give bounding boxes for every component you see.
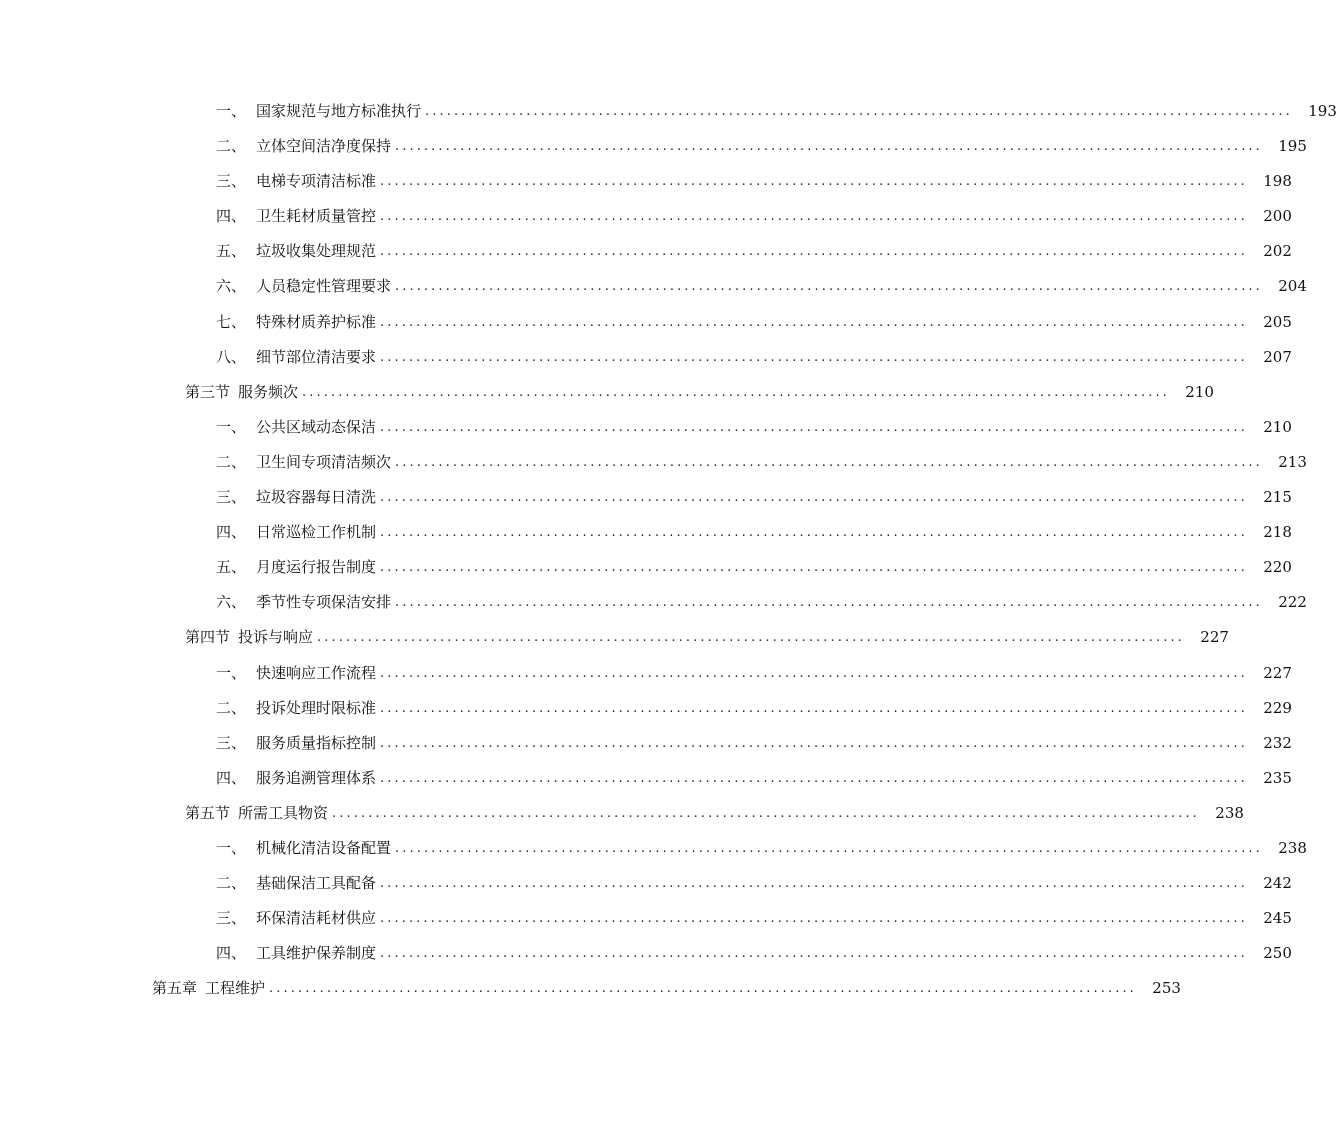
toc-dot-leader: ........................................................................................................................ — [380, 174, 1248, 190]
toc-entry-number: 三、 — [216, 909, 247, 928]
toc-entry-title: 立体空间洁净度保持 — [256, 137, 392, 156]
toc-entry-page: 213 — [1278, 452, 1307, 471]
toc-entry-page: 207 — [1263, 347, 1292, 366]
toc-entry[interactable] — [0, 585, 1307, 620]
toc-entry-page: 210 — [1185, 382, 1214, 401]
toc-dot-leader: ........................................................................................................................ — [395, 595, 1263, 611]
toc-entry-page: 238 — [1215, 803, 1244, 822]
toc-entry-page: 202 — [1263, 242, 1292, 261]
toc-section-title: 服务频次 — [238, 382, 299, 401]
toc-entry-title: 季节性专项保洁安排 — [256, 593, 392, 612]
toc-entry-page: 205 — [1263, 312, 1292, 331]
toc-entry[interactable] — [0, 550, 1292, 585]
toc-entry-title: 投诉处理时限标准 — [256, 698, 377, 717]
toc-entry-number: 三、 — [216, 172, 247, 191]
toc-entry-page: 200 — [1263, 207, 1292, 226]
toc-entry-page: 250 — [1263, 944, 1292, 963]
toc-entry-page: 215 — [1263, 488, 1292, 507]
toc-entry-title: 细节部位清洁要求 — [256, 347, 377, 366]
toc-entry[interactable] — [0, 656, 1292, 691]
toc-entry-number: 二、 — [216, 137, 247, 156]
toc-dot-leader: ........................................................................................................................ — [380, 244, 1248, 260]
toc-entry[interactable] — [0, 164, 1292, 199]
toc-entry-number: 五、 — [216, 558, 247, 577]
toc-entry-number: 五、 — [216, 242, 247, 261]
toc-chapter-entry[interactable] — [0, 971, 1181, 1006]
toc-entry-title: 机械化清洁设备配置 — [256, 838, 392, 857]
toc-dot-leader: ........................................................................................................................ — [380, 209, 1248, 225]
toc-entry[interactable] — [0, 515, 1292, 550]
toc-dot-leader: ........................................................................................................................ — [302, 384, 1170, 400]
toc-entry-title: 服务追溯管理体系 — [256, 768, 377, 787]
toc-dot-leader: ........................................................................................................................ — [380, 349, 1248, 365]
toc-entry-number: 四、 — [216, 207, 247, 226]
toc-entry-title: 服务质量指标控制 — [256, 733, 377, 752]
toc-entry-title: 公共区域动态保洁 — [256, 417, 377, 436]
toc-entry-title: 卫生间专项清洁频次 — [256, 452, 392, 471]
toc-entry-page: 253 — [1152, 979, 1181, 998]
toc-dot-leader: ........................................................................................................................ — [380, 525, 1248, 541]
toc-dot-leader: ........................................................................................................................ — [395, 454, 1263, 470]
toc-section-entry[interactable] — [0, 375, 1214, 410]
toc-entry-number: 四、 — [216, 768, 247, 787]
toc-entry-title: 基础保洁工具配备 — [256, 874, 377, 893]
toc-entry-title: 环保清洁耗材供应 — [256, 909, 377, 928]
toc-entry-number: 六、 — [216, 277, 247, 296]
toc-section-title: 投诉与响应 — [238, 628, 314, 647]
toc-entry-page: 232 — [1263, 733, 1292, 752]
toc-entry-title: 卫生耗材质量管控 — [256, 207, 377, 226]
toc-chapter-number: 第五章 — [152, 979, 198, 998]
toc-entry[interactable] — [0, 129, 1307, 164]
toc-entry-number: 六、 — [216, 593, 247, 612]
toc-entry-page: 204 — [1278, 277, 1307, 296]
toc-dot-leader: ........................................................................................................................ — [317, 630, 1185, 646]
toc-chapter-title: 工程维护 — [205, 979, 266, 998]
toc-entry-page: 229 — [1263, 698, 1292, 717]
toc-entry-page: 222 — [1278, 593, 1307, 612]
toc-dot-leader: ........................................................................................................................ — [380, 735, 1248, 751]
toc-dot-leader: ........................................................................................................................ — [380, 700, 1248, 716]
toc-dot-leader: ........................................................................................................................ — [380, 946, 1248, 962]
toc-entry-number: 七、 — [216, 312, 247, 331]
toc-entry-title: 垃圾收集处理规范 — [256, 242, 377, 261]
toc-entry-page: 245 — [1263, 909, 1292, 928]
toc-section-title: 所需工具物资 — [238, 803, 329, 822]
toc-entry-page: 242 — [1263, 874, 1292, 893]
toc-entry-title: 快速响应工作流程 — [256, 663, 377, 682]
toc-dot-leader: ........................................................................................................................ — [395, 840, 1263, 856]
toc-entry[interactable] — [0, 234, 1292, 269]
toc-dot-leader: ........................................................................................................................ — [380, 911, 1248, 927]
toc-dot-leader: ........................................................................................................................ — [380, 419, 1248, 435]
toc-entry-title: 垃圾容器每日清洗 — [256, 488, 377, 507]
toc-entry-title: 电梯专项清洁标准 — [256, 172, 377, 191]
toc-entry-number: 一、 — [216, 663, 247, 682]
toc-dot-leader: ........................................................................................................................ — [380, 490, 1248, 506]
toc-dot-leader: ........................................................................................................................ — [380, 876, 1248, 892]
toc-entry-page: 220 — [1263, 558, 1292, 577]
toc-entry-number: 二、 — [216, 874, 247, 893]
toc-entry[interactable] — [0, 445, 1307, 480]
toc-entry[interactable] — [0, 691, 1292, 726]
toc-entry-page: 193 — [1308, 102, 1337, 120]
toc-section-number: 第四节 — [185, 628, 231, 647]
toc-entry-number: 二、 — [216, 698, 247, 717]
toc-entry[interactable] — [0, 726, 1292, 761]
toc-section-number: 第三节 — [185, 382, 231, 401]
toc-entry[interactable] — [0, 94, 1337, 129]
toc-entry-page: 227 — [1200, 628, 1229, 647]
toc-entry-number: 一、 — [216, 102, 247, 120]
toc-entry-page: 235 — [1263, 768, 1292, 787]
toc-entry-number: 二、 — [216, 452, 247, 471]
toc-entry-title: 工具维护保养制度 — [256, 944, 377, 963]
toc-entry[interactable] — [0, 410, 1292, 445]
toc-entry[interactable] — [0, 269, 1307, 304]
toc-entry[interactable] — [0, 866, 1292, 901]
toc-entry-page: 198 — [1263, 172, 1292, 191]
toc-dot-leader: ........................................................................................................................ — [395, 139, 1263, 155]
toc-entry[interactable] — [0, 305, 1292, 340]
toc-entry[interactable] — [0, 480, 1292, 515]
toc-entry-title: 人员稳定性管理要求 — [256, 277, 392, 296]
toc-entry-page: 227 — [1263, 663, 1292, 682]
toc-dot-leader: ........................................................................................................................ — [425, 104, 1293, 119]
toc-entry-number: 一、 — [216, 417, 247, 436]
toc-entry-page: 195 — [1278, 137, 1307, 156]
toc-entry[interactable] — [0, 936, 1292, 971]
toc-entry-number: 四、 — [216, 523, 247, 542]
toc-entry[interactable] — [0, 901, 1292, 936]
toc-entry-title: 特殊材质养护标准 — [256, 312, 377, 331]
table-of-contents — [0, 94, 1337, 1006]
toc-entry-page: 238 — [1278, 838, 1307, 857]
toc-entry-title: 月度运行报告制度 — [256, 558, 377, 577]
toc-dot-leader: ........................................................................................................................ — [269, 981, 1137, 997]
toc-entry-title: 国家规范与地方标准执行 — [256, 102, 422, 120]
toc-dot-leader: ........................................................................................................................ — [380, 560, 1248, 576]
toc-entry[interactable] — [0, 761, 1292, 796]
toc-dot-leader: ........................................................................................................................ — [380, 314, 1248, 330]
toc-section-entry[interactable] — [0, 620, 1229, 655]
toc-entry-title: 日常巡检工作机制 — [256, 523, 377, 542]
toc-entry-page: 210 — [1263, 417, 1292, 436]
toc-entry-page: 218 — [1263, 523, 1292, 542]
toc-dot-leader: ........................................................................................................................ — [380, 770, 1248, 786]
toc-entry-number: 一、 — [216, 838, 247, 857]
toc-entry-number: 三、 — [216, 488, 247, 507]
toc-entry-number: 八、 — [216, 347, 247, 366]
toc-section-number: 第五节 — [185, 803, 231, 822]
toc-dot-leader: ........................................................................................................................ — [395, 279, 1263, 295]
toc-entry[interactable] — [0, 340, 1292, 375]
toc-entry-number: 四、 — [216, 944, 247, 963]
toc-dot-leader: ........................................................................................................................ — [332, 805, 1200, 821]
toc-entry-number: 三、 — [216, 733, 247, 752]
toc-dot-leader: ........................................................................................................................ — [380, 665, 1248, 681]
toc-entry[interactable] — [0, 831, 1307, 866]
toc-entry[interactable] — [0, 199, 1292, 234]
toc-section-entry[interactable] — [0, 796, 1244, 831]
